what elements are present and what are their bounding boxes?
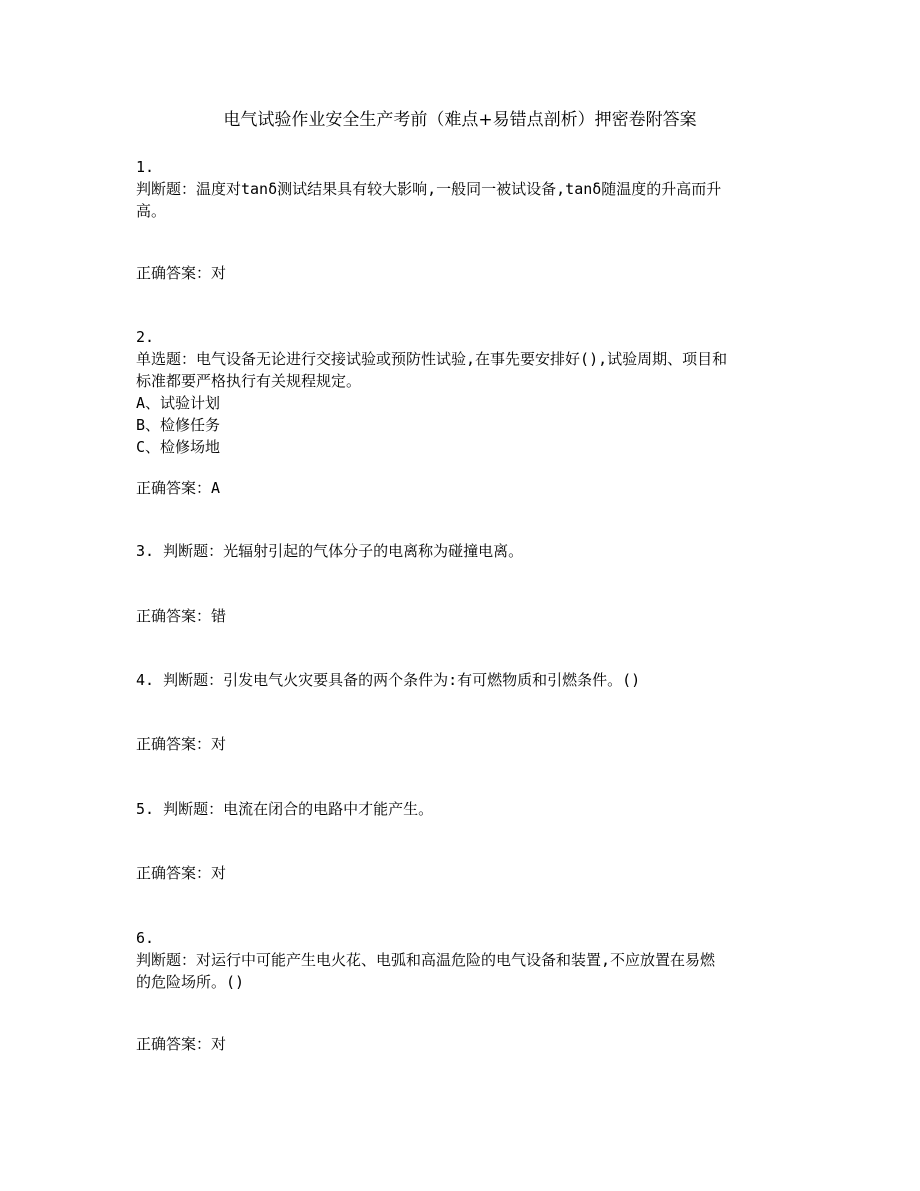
question-3-text: 3. 判断题：光辐射引起的气体分子的电离称为碰撞电离。 xyxy=(136,542,524,560)
question-1-number: 1. xyxy=(136,158,155,176)
question-1-text-line-2: 高。 xyxy=(136,202,167,220)
question-5-text: 5. 判断题：电流在闭合的电路中才能产生。 xyxy=(136,800,434,818)
question-2-option-c: C、检修场地 xyxy=(136,438,221,456)
question-2-answer: 正确答案：A xyxy=(136,479,221,497)
question-2 xyxy=(136,326,796,458)
question-5-answer: 正确答案：对 xyxy=(136,864,227,882)
question-3-answer: 正确答案：错 xyxy=(136,607,227,625)
question-1-answer: 正确答案：对 xyxy=(136,264,227,282)
question-3 xyxy=(136,540,796,562)
question-2-number: 2. xyxy=(136,328,155,346)
question-2-option-b: B、检修任务 xyxy=(136,416,221,434)
question-5 xyxy=(136,798,796,820)
page-title: 电气试验作业安全生产考前（难点+易错点剖析）押密卷附答案 xyxy=(223,110,697,130)
question-2-text-line-2: 标准都要严格执行有关规程规定。 xyxy=(136,372,362,390)
question-4-text: 4. 判断题：引发电气火灾要具备的两个条件为:有可燃物质和引燃条件。() xyxy=(136,671,641,689)
question-1-text-line-1: 判断题：温度对tanδ测试结果具有较大影响,一般同一被试设备,tanδ随温度的升高而升 xyxy=(136,180,722,198)
question-2-text-line-1: 单选题：电气设备无论进行交接试验或预防性试验,在事先要安排好(),试验周期、项目和 xyxy=(136,350,728,368)
question-4-answer: 正确答案：对 xyxy=(136,735,227,753)
question-6-answer: 正确答案：对 xyxy=(136,1035,227,1053)
question-6-text-line-1: 判断题：对运行中可能产生电火花、电弧和高温危险的电气设备和装置,不应放置在易燃 xyxy=(136,951,716,969)
question-4 xyxy=(136,669,796,691)
question-6-number: 6. xyxy=(136,929,155,947)
question-2-option-a: A、试验计划 xyxy=(136,394,221,412)
question-1 xyxy=(136,156,796,222)
question-6 xyxy=(136,927,796,993)
question-6-text-line-2: 的危险场所。() xyxy=(136,973,245,991)
